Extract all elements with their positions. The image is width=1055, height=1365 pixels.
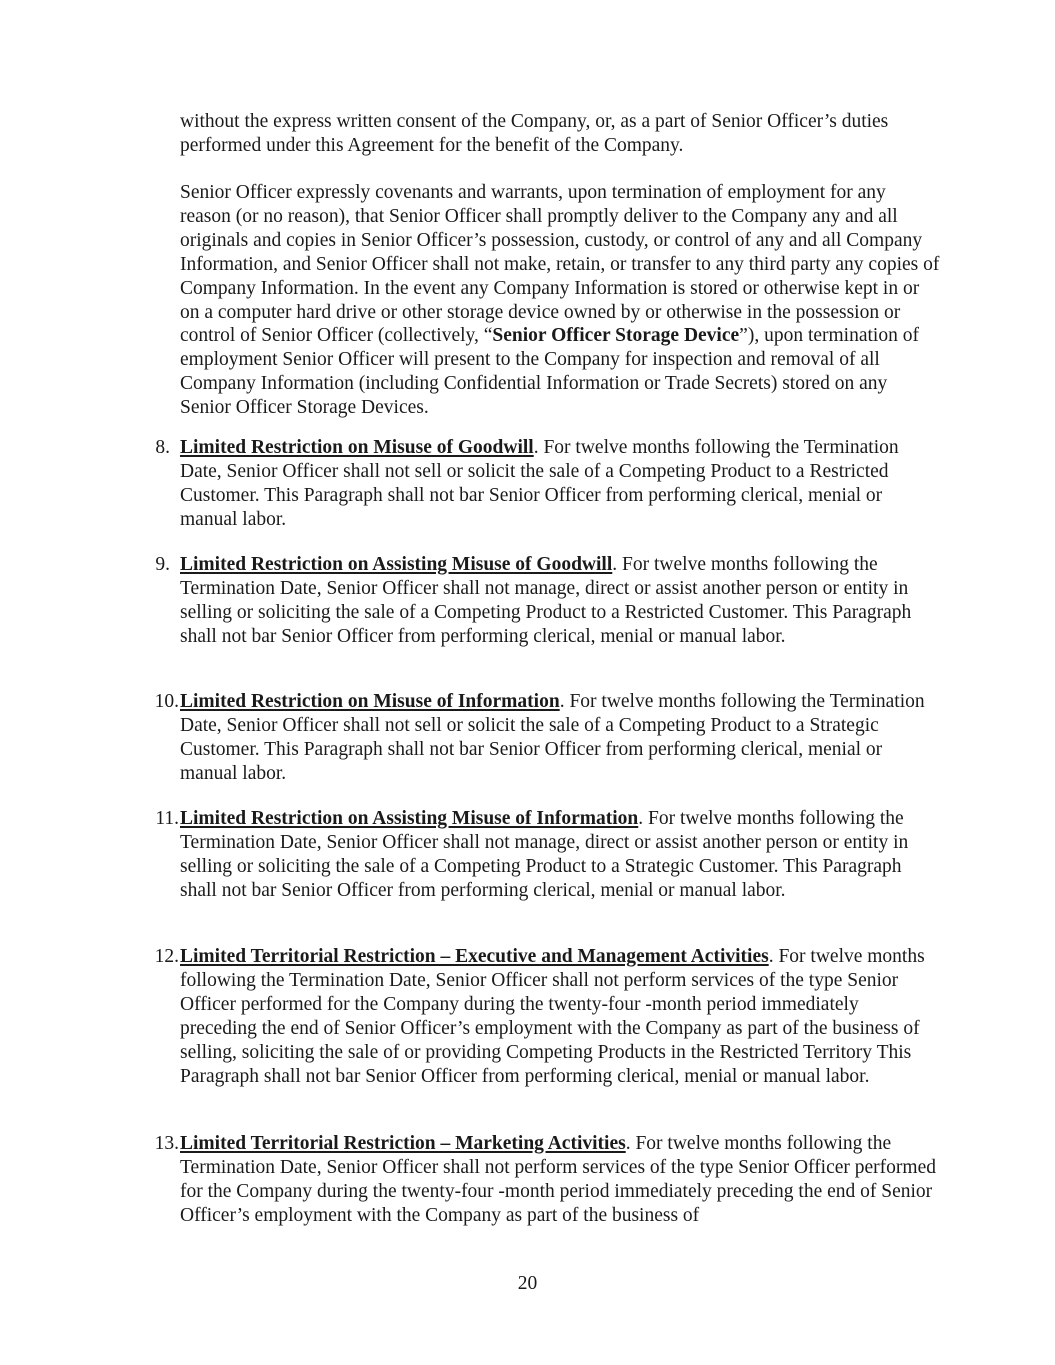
item-number: 8. [155, 437, 170, 458]
item-number: 9. [155, 554, 170, 575]
item-body: . For twelve months following the Termination Date, Senior Officer shall not manage, direct or assist another person or entity in selling or soliciting the sale of a Competing Product to a Restricted Customer. This Paragraph shall not bar Senior Officer from performing clerical, menial or manual labor. [180, 554, 912, 647]
continuation-text: without the express written consent of the Company, or, as a part of Senior Officer’s duties performed under this Agreement for the benefit of the Company. [180, 111, 889, 156]
item-heading: Limited Restriction on Assisting Misuse of Goodwill [180, 554, 613, 575]
item-heading: Limited Territorial Restriction – Marketing Activities [180, 1133, 626, 1154]
item-body: . For twelve months following the Termination Date, Senior Officer shall not manage, direct or assist another person or entity in selling or soliciting the sale of a Competing Product to a Strategic Customer. This Paragraph shall not bar Senior Officer from performing clerical, menial or manual labor. [180, 808, 909, 901]
item-body: . For twelve months following the Termination Date, Senior Officer shall not sell or solicit the sale of a Competing Product to a Restricted Customer. This Paragraph shall not bar Senior Officer from performing clerical, menial or manual labor. [180, 437, 899, 530]
item-body: . For twelve months following the Termination Date, Senior Officer shall not perform services of the type Senior Officer performed for the Company during the twenty-four -month period immediately preceding the end of Senior Officer’s employment with the Company as part of the business of selling, soliciting the sale of or providing Competing Products in the Restricted Territory This Paragraph shall not bar Senior Officer from performing clerical, menial or manual labor. [180, 946, 925, 1087]
section-item-10 [154, 690, 940, 786]
item-number: 10. [154, 691, 179, 712]
item-heading: Limited Territorial Restriction – Executive and Management Activities [180, 946, 769, 967]
continuation-paragraph [180, 110, 940, 158]
storage-text-after: ”), upon termination of employment Senior Officer will present to the Company for inspection and removal of all Company Information (including Confidential Information or Trade Secrets) stored on any Senior Officer Storage Devices. [180, 325, 919, 419]
section-item-11 [155, 807, 940, 903]
item-heading: Limited Restriction on Assisting Misuse of Information [180, 808, 639, 829]
storage-defined-term: Senior Officer Storage Device [492, 325, 740, 347]
page-number: 20 [517, 1273, 538, 1294]
item-body: . For twelve months following the Termination Date, Senior Officer shall not sell or solicit the sale of a Competing Product to a Strategic Customer. This Paragraph shall not bar Senior Officer from performing clerical, menial or manual labor. [180, 691, 925, 784]
item-number: 12. [154, 946, 179, 967]
section-item-8 [155, 436, 940, 532]
item-number: 11. [155, 808, 179, 829]
storage-text-before: Senior Officer expressly covenants and warrants, upon termination of employment for any reason (or no reason), that Senior Officer shall promptly deliver to the Company any and all originals and copies in Senior Officer’s possession, custody, or control of any and all Company Information, and Senior Officer shall not make, retain, or transfer to any third party any copies of Company Information. In the event any Company Information is stored or otherwise kept in or on a computer hard drive or other storage device owned by or otherwise in the possession or control of Senior Officer (collectively, “ [180, 182, 940, 347]
section-item-9 [155, 553, 940, 649]
item-heading: Limited Restriction on Misuse of Goodwill [180, 437, 534, 458]
section-item-12 [154, 945, 940, 1088]
section-item-13 [154, 1132, 940, 1228]
item-heading: Limited Restriction on Misuse of Information [180, 691, 560, 712]
storage-device-paragraph [180, 181, 940, 420]
item-number: 13. [154, 1133, 179, 1154]
item-body: . For twelve months following the Termination Date, Senior Officer shall not perform services of the type Senior Officer performed for the Company during the twenty-four -month period immediately preceding the end of Senior Officer’s employment with the Company as part of the business of [180, 1133, 936, 1226]
